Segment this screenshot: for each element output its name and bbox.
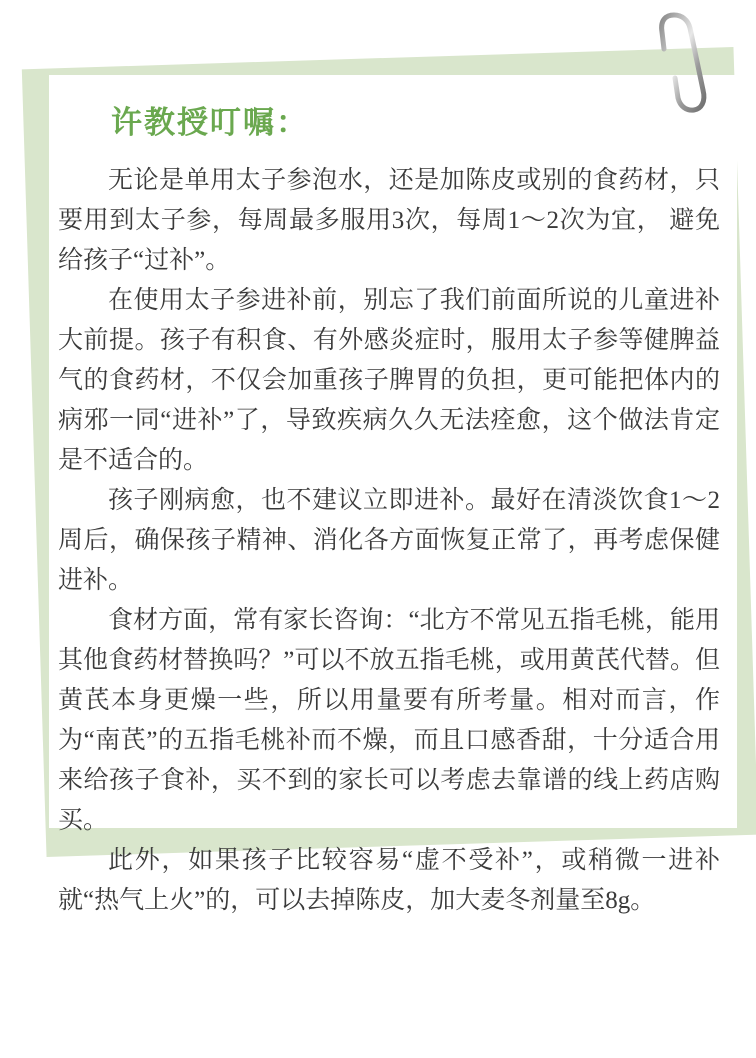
note-paragraph: 无论是单用太子参泡水，还是加陈皮或别的食药材，只要用到太子参，每周最多服用3次，每周1～2次为宜， 避免给孩子“过补”。 xyxy=(58,167,720,274)
note-paragraph: 孩子刚病愈，也不建议立即进补。最好在清淡饮食1～2周后，确保孩子精神、消化各方面恢复正常了，再考虑保健进补。 xyxy=(58,487,720,594)
paperclip-icon xyxy=(650,10,720,122)
note-body xyxy=(58,161,720,921)
note-heading: 许教授叮嘱： xyxy=(111,105,309,140)
note-paragraph: 此外，如果孩子比较容易“虚不受补”，或稍微一进补就“热气上火”的，可以去掉陈皮，加大麦冬剂量至8g。 xyxy=(58,847,720,914)
note-paragraph: 食材方面，常有家长咨询：“北方不常见五指毛桃，能用其他食药材替换吗？”可以不放五指毛桃，或用黄芪代替。但黄芪本身更燥一些，所以用量要有所考量。相对而言，作为“南芪”的五指毛桃补而不燥，而且口感香甜，十分适合用来给孩子食补，买不到的家长可以考虑去靠谱的线上药店购买。 xyxy=(58,607,720,834)
note-paragraph: 在使用太子参进补前，别忘了我们前面所说的儿童进补大前提。孩子有积食、有外感炎症时，服用太子参等健脾益气的食药材，不仅会加重孩子脾胃的负担，更可能把体内的病邪一同“进补”了，导致疾病久久无法痊愈，这个做法肯定是不适合的。 xyxy=(58,287,720,474)
note-card xyxy=(49,75,737,914)
